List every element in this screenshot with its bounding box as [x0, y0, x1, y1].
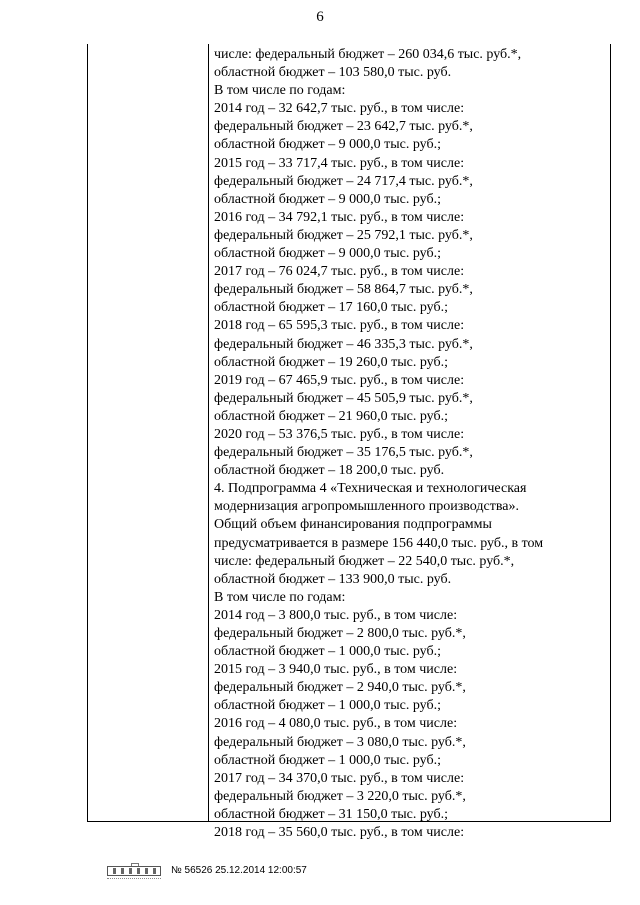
- page-number: 6: [316, 9, 324, 25]
- text-line: 2015 год – 33 717,4 тыс. руб., в том числе:: [214, 155, 465, 171]
- text-line: областной бюджет – 31 150,0 тыс. руб.;: [214, 806, 448, 822]
- text-line: федеральный бюджет – 46 335,3 тыс. руб.*,: [214, 336, 473, 352]
- text-line: 2014 год – 3 800,0 тыс. руб., в том числе:: [214, 607, 458, 623]
- text-line: 2014 год – 32 642,7 тыс. руб., в том числе:: [214, 101, 465, 117]
- text-line: Общий объем финансирования подпрограммы: [214, 517, 492, 533]
- text-line: федеральный бюджет – 3 080,0 тыс. руб.*,: [214, 734, 466, 750]
- text-line: областной бюджет – 17 160,0 тыс. руб.;: [214, 300, 448, 316]
- text-line: федеральный бюджет – 25 792,1 тыс. руб.*,: [214, 227, 473, 243]
- text-line: федеральный бюджет – 45 505,9 тыс. руб.*,: [214, 390, 473, 406]
- text-line: числе: федеральный бюджет – 260 034,6 тыс. руб.*,: [214, 47, 522, 62]
- text-line: 2016 год – 4 080,0 тыс. руб., в том числе:: [214, 716, 458, 732]
- text-line: областной бюджет – 9 000,0 тыс. руб.;: [214, 191, 441, 207]
- text-line: федеральный бюджет – 35 176,5 тыс. руб.*,: [214, 445, 473, 461]
- text-line: областной бюджет – 9 000,0 тыс. руб.;: [214, 246, 441, 262]
- text-line: областной бюджет – 18 200,0 тыс. руб.: [214, 463, 445, 479]
- text-line: 2020 год – 53 376,5 тыс. руб., в том числе:: [214, 426, 465, 442]
- text-line: федеральный бюджет – 2 940,0 тыс. руб.*,: [214, 680, 466, 696]
- table-cell-content: [214, 46, 607, 842]
- text-line: федеральный бюджет – 2 800,0 тыс. руб.*,: [214, 626, 466, 641]
- text-line: 2015 год – 3 940,0 тыс. руб., в том числе:: [214, 662, 458, 678]
- text-line: 2017 год – 34 370,0 тыс. руб., в том числе:: [214, 770, 465, 786]
- text-line: областной бюджет – 103 580,0 тыс. руб.: [214, 65, 452, 81]
- text-line: В том числе по годам:: [214, 83, 346, 99]
- text-line: областной бюджет – 133 900,0 тыс. руб.: [214, 571, 452, 587]
- text-line: 2016 год – 34 792,1 тыс. руб., в том числе:: [214, 209, 465, 225]
- document-footer: [107, 862, 307, 880]
- text-line: федеральный бюджет – 24 717,4 тыс. руб.*,: [214, 173, 473, 189]
- column-divider: [208, 44, 209, 822]
- text-line: модернизация агропромышленного производства».: [214, 499, 519, 515]
- text-line: В том числе по годам:: [214, 589, 346, 605]
- text-line: числе: федеральный бюджет – 22 540,0 тыс. руб.*,: [214, 553, 515, 569]
- text-line: 2018 год – 65 595,3 тыс. руб., в том числе:: [214, 318, 465, 334]
- text-line: федеральный бюджет – 3 220,0 тыс. руб.*,: [214, 788, 466, 804]
- text-line: 2018 год – 35 560,0 тыс. руб., в том числе:: [214, 825, 465, 841]
- text-line: федеральный бюджет – 58 864,7 тыс. руб.*,: [214, 282, 473, 298]
- text-line: федеральный бюджет – 23 642,7 тыс. руб.*,: [214, 119, 473, 135]
- text-line: областной бюджет – 1 000,0 тыс. руб.;: [214, 644, 441, 660]
- text-line: 4. Подпрограмма 4 «Техническая и технологическая: [214, 481, 527, 497]
- text-line: областной бюджет – 1 000,0 тыс. руб.;: [214, 698, 441, 714]
- text-line: областной бюджет – 21 960,0 тыс. руб.;: [214, 408, 448, 424]
- text-line: предусматривается в размере 156 440,0 тыс. руб., в том: [214, 535, 544, 551]
- text-line: 2017 год – 76 024,7 тыс. руб., в том числе:: [214, 264, 465, 280]
- text-line: областной бюджет – 9 000,0 тыс. руб.;: [214, 137, 441, 153]
- text-line: 2019 год – 67 465,9 тыс. руб., в том числе:: [214, 372, 465, 388]
- text-line: областной бюджет – 19 260,0 тыс. руб.;: [214, 354, 448, 370]
- document-registration-text: № 56526 25.12.2014 12:00:57: [171, 865, 307, 876]
- text-line: областной бюджет – 1 000,0 тыс. руб.;: [214, 752, 441, 768]
- government-stamp-icon: [107, 863, 163, 879]
